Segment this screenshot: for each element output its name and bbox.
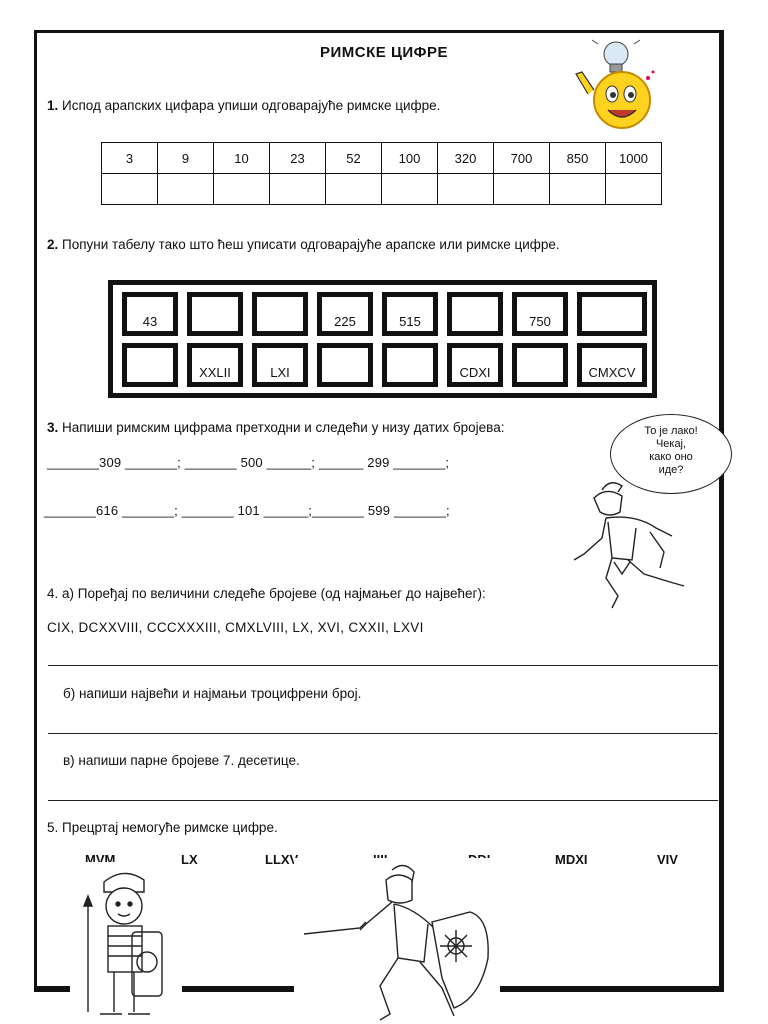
roman-item[interactable]: IIII xyxy=(373,852,388,867)
grid-cell[interactable]: LXI xyxy=(252,343,308,387)
grid-cell[interactable]: CMXCV xyxy=(577,343,647,387)
grid-cell[interactable]: 43 xyxy=(122,292,178,336)
roman-item[interactable]: MVM xyxy=(85,852,116,867)
grid-cell[interactable] xyxy=(317,343,373,387)
answer-cell[interactable] xyxy=(214,174,270,205)
roman-item[interactable]: DDI xyxy=(468,852,491,867)
q4-roman-list: CIX, DCXXVIII, CCCXXXIII, CMXLVIII, LX, XVI, CXXII, LXVI xyxy=(47,620,424,635)
roman-item[interactable]: LLXV xyxy=(265,852,299,867)
arabic-value: 52 xyxy=(326,143,382,174)
answer-cell[interactable] xyxy=(438,174,494,205)
roman-soldier-illustration xyxy=(566,478,696,614)
arabic-value: 23 xyxy=(270,143,326,174)
grid-cell[interactable]: XXLII xyxy=(187,343,243,387)
q3-text: Напиши римским цифрама претходни и следећи у низу датих бројева: xyxy=(62,420,505,435)
q1-number: 1. xyxy=(47,98,59,113)
grid-cell[interactable] xyxy=(512,343,568,387)
answer-cell[interactable] xyxy=(102,174,158,205)
arabic-value: 100 xyxy=(382,143,438,174)
answer-cell[interactable] xyxy=(326,174,382,205)
q2-text: Попуни табелу тако што ћеш уписати одговарајуће арапске или римске цифре. xyxy=(62,237,560,252)
arabic-value: 10 xyxy=(214,143,270,174)
answer-line[interactable] xyxy=(48,665,718,666)
q3-number: 3. xyxy=(47,420,59,435)
warrior-shield-illustration xyxy=(294,858,500,1024)
conversion-grid xyxy=(108,280,657,398)
arabic-numbers-table xyxy=(101,142,662,205)
answer-cell[interactable] xyxy=(494,174,550,205)
grid-cell[interactable] xyxy=(577,292,647,336)
answer-line[interactable] xyxy=(48,733,718,734)
arabic-value: 3 xyxy=(102,143,158,174)
answer-cell[interactable] xyxy=(270,174,326,205)
grid-cell[interactable] xyxy=(447,292,503,336)
q3-line-1: _______309 _______; _______ 500 ______; ______ 299 _______; xyxy=(47,455,450,470)
child-soldier-illustration xyxy=(70,862,182,1024)
grid-cell[interactable] xyxy=(252,292,308,336)
answer-cell[interactable] xyxy=(382,174,438,205)
arabic-value: 320 xyxy=(438,143,494,174)
grid-cell[interactable]: CDXI xyxy=(447,343,503,387)
speech-bubble: То је лако! Чекај, како оно иде? xyxy=(610,414,732,494)
answer-line[interactable] xyxy=(48,800,718,801)
answer-cell[interactable] xyxy=(158,174,214,205)
grid-cell[interactable] xyxy=(122,343,178,387)
grid-cell[interactable]: 225 xyxy=(317,292,373,336)
q5-text: 5. Прецртај немогуће римске цифре. xyxy=(47,820,278,835)
roman-item[interactable]: LX xyxy=(181,852,198,867)
q4b-text: б) напиши највећи и најмањи троцифрени број. xyxy=(63,686,362,701)
grid-cell[interactable] xyxy=(187,292,243,336)
grid-cell[interactable]: 515 xyxy=(382,292,438,336)
arabic-value: 700 xyxy=(494,143,550,174)
q4a-text: 4. а) Поређај по величини следеће бројеве (од најмањег до највећег): xyxy=(47,586,486,601)
lightbulb-smiley-icon xyxy=(548,34,668,134)
grid-cell[interactable] xyxy=(382,343,438,387)
q3-line-2: _______616 _______; _______ 101 ______;_______ 599 _______; xyxy=(44,503,450,518)
q1-text: Испод арапских цифара упиши одговарајуће римске цифре. xyxy=(62,98,441,113)
arabic-value: 850 xyxy=(550,143,606,174)
grid-cell[interactable]: 750 xyxy=(512,292,568,336)
q4c-text: в) напиши парне бројеве 7. десетице. xyxy=(63,753,300,768)
answer-cell[interactable] xyxy=(550,174,606,205)
q2-number: 2. xyxy=(47,237,59,252)
arabic-value: 9 xyxy=(158,143,214,174)
roman-item[interactable]: VIV xyxy=(657,852,678,867)
roman-item[interactable]: MDXI xyxy=(555,852,588,867)
page-title: РИМСКЕ ЦИФРЕ xyxy=(320,44,448,61)
answer-cell[interactable] xyxy=(606,174,662,205)
arabic-value: 1000 xyxy=(606,143,662,174)
